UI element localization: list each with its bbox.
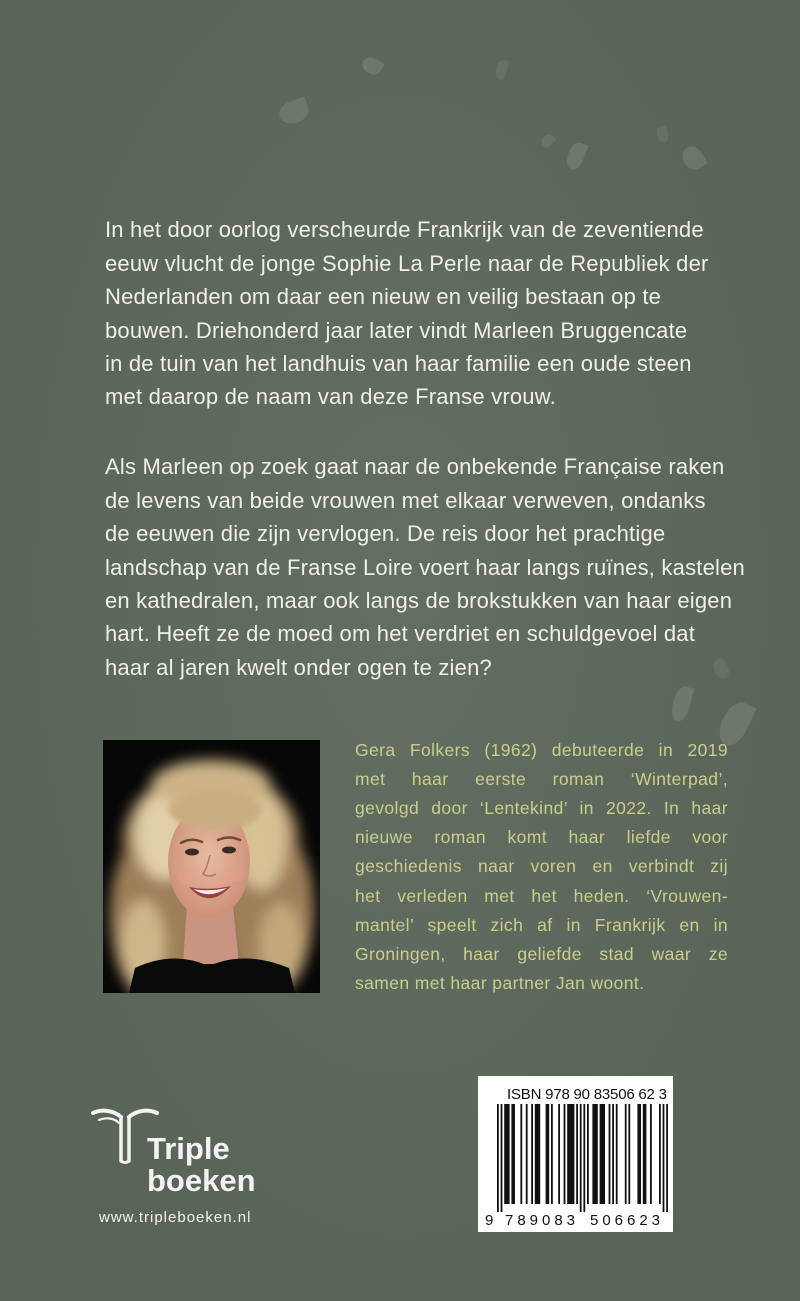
- author-photo: [103, 740, 320, 993]
- leaf-decoration: [359, 54, 384, 78]
- barcode-bar: [625, 1104, 627, 1204]
- leaf-decoration: [276, 97, 312, 128]
- barcode-bar: [612, 1104, 614, 1204]
- leaf-decoration: [669, 684, 695, 723]
- leaf-decoration: [655, 125, 670, 144]
- blurb-paragraph-2: [105, 450, 745, 684]
- barcode-guard-bar: [663, 1104, 665, 1212]
- bio-line: nieuwe roman komt haar liefde voor: [355, 827, 728, 848]
- blurb-line: Nederlanden om daar een nieuw en veilig bestaan op te: [105, 284, 662, 310]
- barcode-bar: [643, 1104, 647, 1204]
- blurb-line: landschap van de Franse Loire voert haar langs ruïnes, kastelen: [105, 554, 745, 580]
- blurb-line: bouwen. Driehonderd jaar later vindt Marleen Bruggencate: [105, 317, 688, 343]
- barcode-digit-first: 9: [485, 1212, 494, 1229]
- bio-line: met haar eerste roman ‘Winterpad’,: [355, 768, 728, 789]
- blurb-line: en kathedralen, maar ook langs de brokstukken van haar eigen: [105, 587, 733, 613]
- blurb-paragraph-1: [105, 213, 709, 413]
- blurb-line: In het door oorlog verscheurde Frankrijk van de zeventiende: [105, 217, 704, 243]
- barcode-bar: [637, 1104, 641, 1204]
- barcode-bar: [600, 1104, 605, 1204]
- bio-line: het verleden met het heden. ‘Vrouwen-: [355, 885, 728, 906]
- author-bio: [355, 736, 728, 999]
- eye: [222, 847, 236, 854]
- barcode-bar: [564, 1104, 566, 1204]
- leaf-decoration: [564, 140, 589, 172]
- bio-line: samen met haar partner Jan woont.: [355, 973, 645, 994]
- leaf-decoration: [539, 132, 556, 150]
- leaf-decoration: [678, 143, 707, 174]
- barcode-bar: [659, 1104, 661, 1204]
- bangs: [169, 790, 261, 830]
- publisher-logo-line2: boeken: [147, 1163, 256, 1198]
- barcode-bars: [497, 1104, 668, 1212]
- barcode-bar: [567, 1104, 574, 1204]
- blurb-line: hart. Heeft ze de moed om het verdriet en schuldgevoel dat: [105, 621, 696, 647]
- barcode-bar: [520, 1104, 522, 1204]
- blurb-line: in de tuin van het landhuis van haar familie een oude steen: [105, 350, 692, 376]
- barcode-bar: [511, 1104, 515, 1204]
- barcode-digits-right: 506623: [590, 1212, 660, 1229]
- bio-line: Gera Folkers (1962) debuteerde in 2019: [355, 739, 728, 760]
- blurb-line: haar al jaren kwelt onder ogen te zien?: [105, 654, 492, 680]
- barcode-bar: [558, 1104, 560, 1204]
- blurb-line: de levens van beide vrouwen met elkaar verweven, ondanks: [105, 487, 706, 513]
- blurb-line: met daarop de naam van deze Franse vrouw.: [105, 384, 556, 410]
- barcode-bar: [576, 1104, 578, 1204]
- barcode-bar: [546, 1104, 550, 1204]
- publisher-logo-line1: Triple: [147, 1131, 230, 1166]
- bio-line: gevolgd door ‘Lentekind’ in 2022. In haar: [355, 797, 728, 818]
- blurb-line: de eeuwen die zijn vervlogen. De reis door het prachtige: [105, 521, 666, 547]
- eye: [185, 849, 199, 856]
- barcode-bar: [551, 1104, 553, 1204]
- barcode-bar: [592, 1104, 597, 1204]
- leaf-decoration: [494, 59, 508, 81]
- isbn-label: ISBN 978 90 83506 62 3: [507, 1086, 667, 1103]
- barcode-bar: [609, 1104, 611, 1204]
- barcode-bar: [526, 1104, 528, 1204]
- bio-line: Groningen, haar geliefde stad waar ze: [355, 943, 728, 964]
- barcode-bar: [535, 1104, 540, 1204]
- barcode-bar: [587, 1104, 589, 1204]
- barcode-bar: [616, 1104, 618, 1204]
- barcode-guard-bar: [501, 1104, 503, 1212]
- barcode-bar: [531, 1104, 533, 1204]
- blurb-line: eeuw vlucht de jonge Sophie La Perle naar de Republiek der: [105, 250, 709, 276]
- barcode-bar: [628, 1104, 630, 1204]
- barcode-bar: [504, 1104, 509, 1204]
- barcode-guard-bar: [583, 1104, 585, 1212]
- barcode-bar: [650, 1104, 652, 1204]
- barcode-guard-bar: [580, 1104, 582, 1212]
- bio-line: mantel’ speelt zich af in Frankrijk en in: [355, 914, 728, 935]
- barcode-guard-bar: [497, 1104, 499, 1212]
- bio-line: geschiedenis naar voren en verbindt zij: [355, 856, 728, 877]
- barcode-guard-bar: [666, 1104, 668, 1212]
- barcode: [478, 1076, 673, 1232]
- blurb-line: Als Marleen op zoek gaat naar de onbekende Française raken: [105, 454, 725, 480]
- barcode-digits-left: 789083: [505, 1212, 575, 1229]
- publisher-website: www.tripleboeken.nl: [99, 1209, 252, 1226]
- isbn-barcode: [478, 1076, 673, 1232]
